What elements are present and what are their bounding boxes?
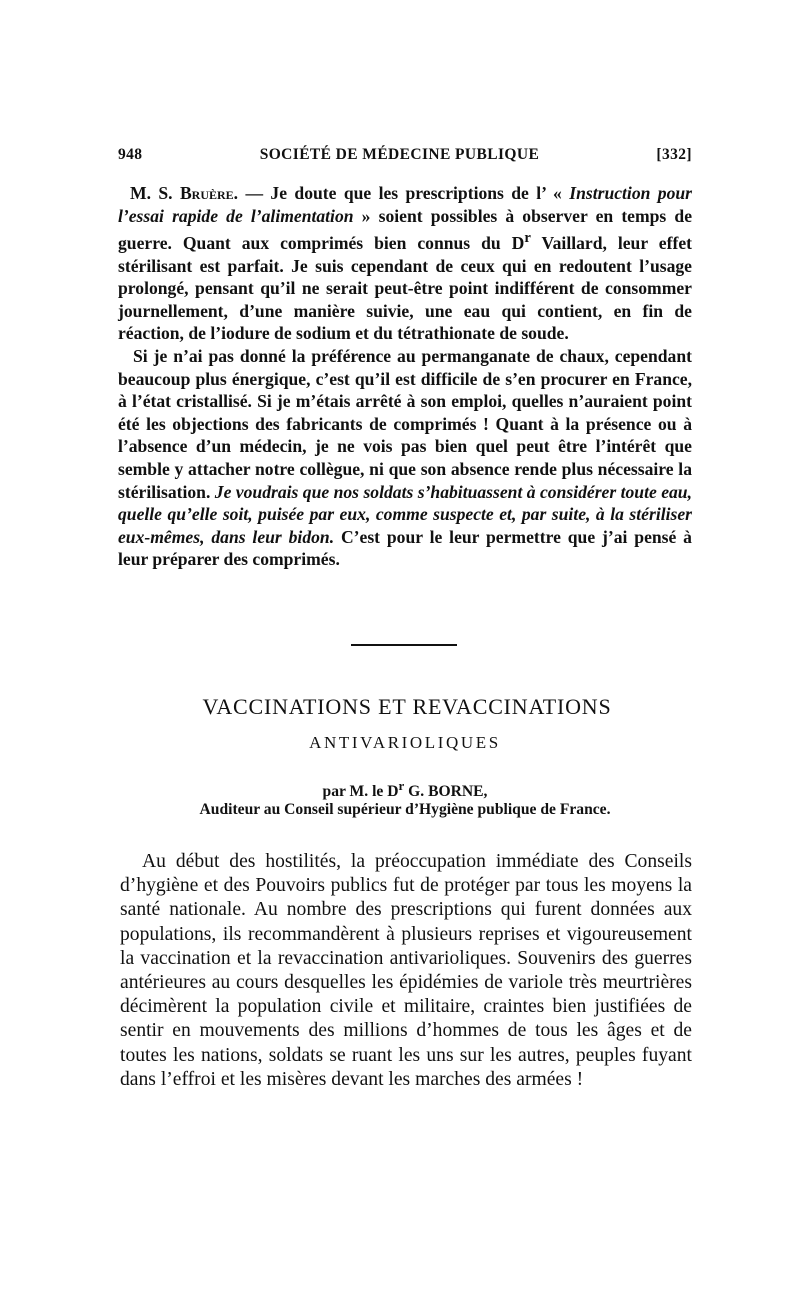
discussion-paragraph-2 <box>118 345 692 571</box>
running-header <box>118 146 692 164</box>
bracket-page-number: [332] <box>656 146 692 163</box>
discussion-paragraph-1 <box>118 182 692 345</box>
superscript: r <box>524 230 531 247</box>
article-subtitle: ANTIVARIOLIQUES <box>309 733 501 752</box>
article-paragraph: Au début des hostilités, la préoccupation immédiate des Conseils d’hygiène et des Pouvoirs publics fut de protéger par tous les moyens la santé nationale. Au nombre des prescriptions qui furent données aux populations, ils recommandèrent à plusieurs reprises et vigoureusement la vaccination et la revaccination antivarioliques. Souvenirs des guerres antérieures au cours desquelles les épidémies de variole très meurtrières décimèrent la population civile et militaire, craintes bien justifiées de sentir en mouvements des millions d’hommes de tous les âges et de toutes les nations, soldats se ruant les uns sur les autres, peuples fuyant dans l’effroi et les misères devant les marches des armées ! <box>120 851 692 1090</box>
running-title: SOCIÉTÉ DE MÉDECINE PUBLIQUE <box>259 146 540 163</box>
paragraph-text: C’est pour le leur permettre que j’ai pensé à leur préparer des comprimés. <box>118 526 692 570</box>
byline-text: par M. le D <box>322 783 399 801</box>
byline-text: G. BORNE, <box>404 783 488 801</box>
cited-title: Instruction pour l’essai rapide de l’alimentation <box>118 183 693 226</box>
author-byline <box>118 778 692 801</box>
article-body <box>120 850 692 1092</box>
paragraph-text: Vaillard, leur effet stérilisant est parfait. Je suis cependant de ceux qui en redoutent l’usage prolongé, pensant qu’il ne serait peut-être point indifférent de consommer journellement, d’une manière suivie, une eau qui contient, en fin de réaction, de l’iodure de sodium et du tétrathionate de soude. <box>118 233 692 344</box>
speaker-name: M. S. Bruère. <box>130 183 239 203</box>
paragraph-text: — Je doute que les prescriptions de l’ « <box>238 183 570 203</box>
discussion-section <box>118 182 692 571</box>
emphasized-text: Je voudrais que nos soldats s’habituassent à considérer toute eau, quelle qu’elle soit, puisée par eux, comme suspecte et, par suite, à la stériliser eux-mêmes, dans leur bidon. <box>118 481 692 547</box>
paragraph-text: » soient possibles à observer en temps de guerre. Quant aux comprimés bien connus du D <box>118 205 693 254</box>
section-divider <box>351 644 457 646</box>
paragraph-text: Si je n’ai pas donné la préférence au permanganate de chaux, cependant beaucoup plus énergique, c’est qu’il est difficile de s’en procurer en France, à l’état cristallisé. Si je m’étais arrêté à son emploi, quelles n’auraient point été les objections des fabricants de comprimés ! Quant à la présence ou à l’absence d’un médecin, je ne vois pas bien quel peut être l’intérêt que semble y attacher notre collègue, ni que son absence rende plus nécessaire la stérilisation. <box>118 346 692 502</box>
page-number: 948 <box>118 146 143 163</box>
author-affiliation: Auditeur au Conseil supérieur d’Hygiène publique de France. <box>199 801 611 818</box>
article-title: VACCINATIONS ET REVACCINATIONS <box>202 694 612 719</box>
superscript: r <box>398 778 405 793</box>
